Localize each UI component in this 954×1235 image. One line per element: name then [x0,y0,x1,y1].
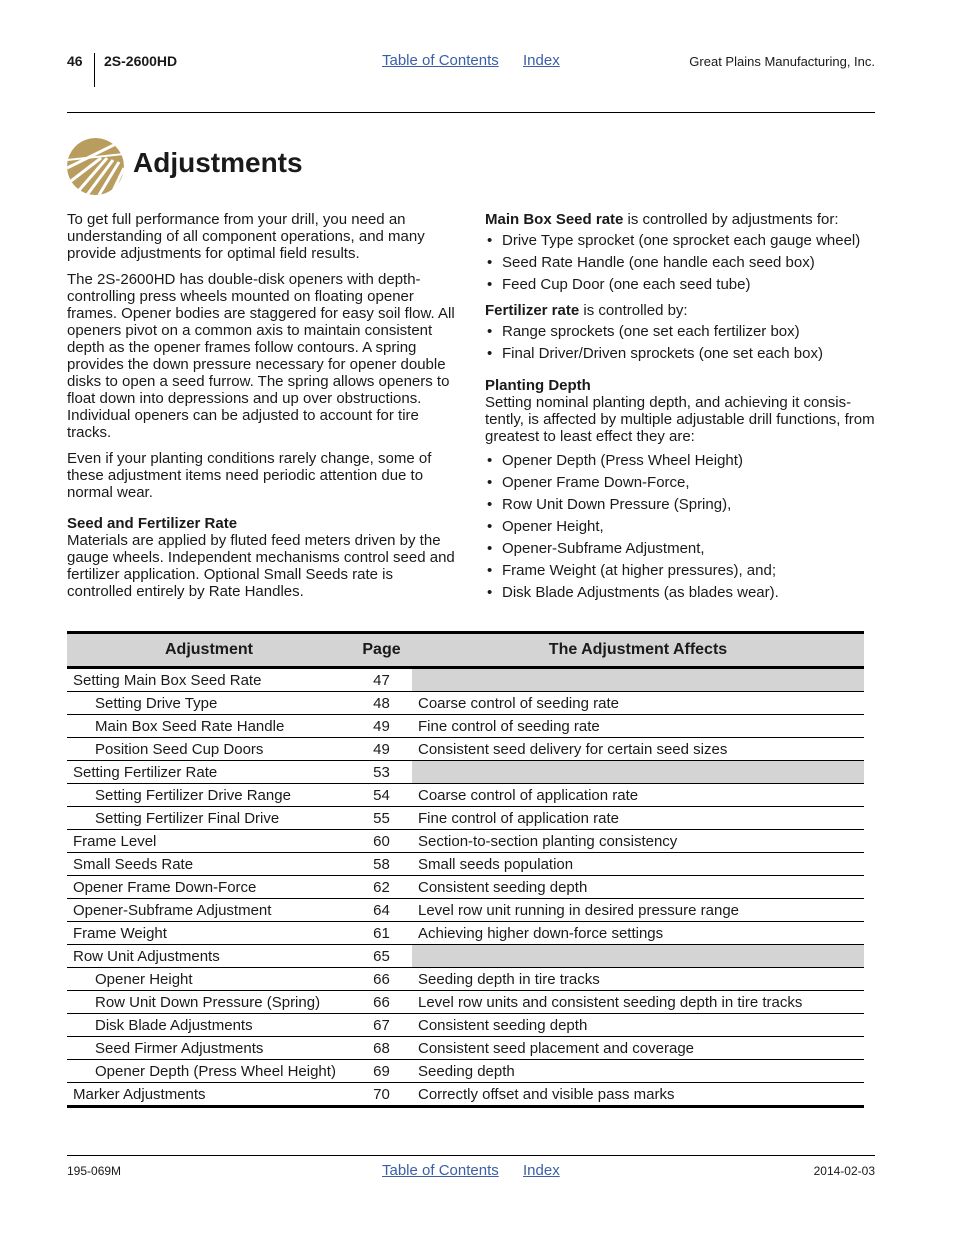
table-row [67,692,864,715]
fertilizer-label: Fertilizer rate [485,302,580,319]
list-item: • Opener Depth (Press Wheel Height) [485,450,880,472]
table-row [67,830,864,853]
affects-cell: Correctly offset and visible pass marks [412,1083,864,1107]
main-box-list [485,230,880,296]
main-box-label: Main Box Seed rate [485,211,624,228]
affects-cell: Level row unit running in desired pressure range [412,899,864,922]
openers-paragraph: The 2S-2600HD has double-disk openers with depth-controlling press wheels mounted on floating opener frames. Opener bodies are staggered for easy soil flow. All openers pivot on a common axis to maintain consistent depth as the opener frames follow contours. A spring provides the down pressure necessary for opener double disks to open a seed furrow. The spring allows openers to float down into depressions and up over obstructions. Individual openers can be adjusted to account for tire tracks. [67,271,455,441]
table-row [67,876,864,899]
page-cell: 65 [351,945,412,968]
page-cell: 54 [351,784,412,807]
page-cell: 66 [351,968,412,991]
list-item: • Feed Cup Door (one each seed tube) [485,274,880,296]
page-cell: 47 [351,668,412,692]
table-row [67,784,864,807]
adjustment-cell: Small Seeds Rate [67,853,351,876]
affects-cell: Fine control of application rate [412,807,864,830]
adjustment-cell: Opener Height [67,968,351,991]
adjustment-cell: Main Box Seed Rate Handle [67,715,351,738]
list-item: • Drive Type sprocket (one sprocket each gauge wheel) [485,230,880,252]
affects-cell: Seeding depth [412,1060,864,1083]
page-number: 46 [67,53,83,69]
table-row [67,1083,864,1107]
affects-cell: Fine control of seeding rate [412,715,864,738]
adjustment-cell: Position Seed Cup Doors [67,738,351,761]
main-box-intro [485,211,880,228]
table-row [67,761,864,784]
affects-cell: Consistent seeding depth [412,1014,864,1037]
affects-cell [412,945,864,968]
affects-cell: Coarse control of seeding rate [412,692,864,715]
planting-depth-list [485,450,880,604]
adjustment-cell: Row Unit Down Pressure (Spring) [67,991,351,1014]
affects-cell: Coarse control of application rate [412,784,864,807]
affects-cell [412,761,864,784]
company-name: Great Plains Manufacturing, Inc. [689,54,875,69]
adjustment-cell: Setting Main Box Seed Rate [67,668,351,692]
page-cell: 66 [351,991,412,1014]
page-cell: 58 [351,853,412,876]
table-body [67,668,864,1107]
page-cell: 69 [351,1060,412,1083]
affects-cell: Achieving higher down-force settings [412,922,864,945]
page-cell: 64 [351,899,412,922]
list-item: • Opener-Subframe Adjustment, [485,538,880,560]
page-cell: 67 [351,1014,412,1037]
adjustment-cell: Opener Frame Down-Force [67,876,351,899]
adjustment-cell: Frame Level [67,830,351,853]
footer-rule [67,1155,875,1156]
page-cell: 49 [351,715,412,738]
adjustment-cell: Setting Fertilizer Final Drive [67,807,351,830]
page-cell: 48 [351,692,412,715]
wear-paragraph: Even if your planting conditions rarely change, some of these adjustment items need periodic attention due to normal wear. [67,450,432,501]
table-row [67,715,864,738]
page-title: Adjustments [133,147,303,178]
table-row [67,945,864,968]
affects-cell: Section-to-section planting consistency [412,830,864,853]
list-item: • Opener Height, [485,516,880,538]
planting-depth-paragraph: Setting nominal planting depth, and achieving it consis-tently, is affected by multiple adjustable drill functions, from greatest to least effect they are: [485,394,875,445]
column-header-affects: The Adjustment Affects [412,633,864,668]
intro-paragraph: To get full performance from your drill, you need an understanding of all component operations, and many provide adjustments for optimal field results. [67,211,425,262]
adjustment-cell: Opener-Subframe Adjustment [67,899,351,922]
adjustment-cell: Opener Depth (Press Wheel Height) [67,1060,351,1083]
model-name: 2S-2600HD [104,53,178,69]
page-cell: 60 [351,830,412,853]
fertilizer-list [485,321,880,365]
header-rule [67,112,875,113]
adjustment-cell: Setting Fertilizer Rate [67,761,351,784]
table-row [67,738,864,761]
adjustments-table [67,631,864,1108]
column-header-page: Page [351,633,412,668]
adjustment-cell: Seed Firmer Adjustments [67,1037,351,1060]
table-row [67,922,864,945]
adjustment-cell: Frame Weight [67,922,351,945]
affects-cell: Small seeds population [412,853,864,876]
main-box-text: is controlled by adjustments for: [623,211,839,228]
table-header-row [67,633,864,668]
page-cell: 55 [351,807,412,830]
affects-cell: Level row units and consistent seeding depth in tire tracks [412,991,864,1014]
fertilizer-intro [485,302,880,319]
adjustment-cell: Marker Adjustments [67,1083,351,1107]
right-column [485,211,880,610]
footer-index-link[interactable]: Index [523,1162,560,1179]
table-row [67,668,864,692]
table-row [67,991,864,1014]
left-column [67,211,459,609]
affects-cell: Consistent seed placement and coverage [412,1037,864,1060]
adjustment-cell: Row Unit Adjustments [67,945,351,968]
brand-logo-icon [67,138,124,195]
adjustment-cell: Setting Drive Type [67,692,351,715]
fertilizer-text: is controlled by: [579,302,688,319]
table-row [67,1014,864,1037]
footer-toc-link[interactable]: Table of Contents [382,1162,499,1179]
page-cell: 53 [351,761,412,784]
affects-cell: Seeding depth in tire tracks [412,968,864,991]
adjustment-cell: Setting Fertilizer Drive Range [67,784,351,807]
page-cell: 70 [351,1083,412,1107]
list-item: • Range sprockets (one set each fertilizer box) [485,321,880,343]
list-item: • Opener Frame Down-Force, [485,472,880,494]
index-link[interactable]: Index [523,52,560,69]
planting-depth-heading: Planting Depth [485,377,591,394]
table-row [67,1037,864,1060]
document-number: 195-069M [67,1164,122,1178]
header-divider [94,53,95,87]
page-cell: 49 [351,738,412,761]
toc-link[interactable]: Table of Contents [382,52,499,69]
table-row [67,1060,864,1083]
seed-fertilizer-heading: Seed and Fertilizer Rate [67,515,238,532]
list-item: • Row Unit Down Pressure (Spring), [485,494,880,516]
affects-cell [412,668,864,692]
affects-cell: Consistent seeding depth [412,876,864,899]
column-header-adjustment: Adjustment [67,633,351,668]
table-row [67,899,864,922]
revision-date: 2014-02-03 [813,1164,875,1178]
table-row [67,853,864,876]
list-item: • Final Driver/Driven sprockets (one set each box) [485,343,880,365]
list-item: • Disk Blade Adjustments (as blades wear). [485,582,880,604]
seed-fertilizer-paragraph: Materials are applied by fluted feed meters driven by the gauge wheels. Independent mechanisms control seed and fertilizer application. Optional Small Seeds rate is controlled entirely by Rate Handles. [67,532,455,600]
page-cell: 62 [351,876,412,899]
list-item: • Seed Rate Handle (one handle each seed box) [485,252,880,274]
page-cell: 68 [351,1037,412,1060]
table-row [67,968,864,991]
page-cell: 61 [351,922,412,945]
list-item: • Frame Weight (at higher pressures), and; [485,560,880,582]
table-row [67,807,864,830]
adjustment-cell: Disk Blade Adjustments [67,1014,351,1037]
affects-cell: Consistent seed delivery for certain seed sizes [412,738,864,761]
